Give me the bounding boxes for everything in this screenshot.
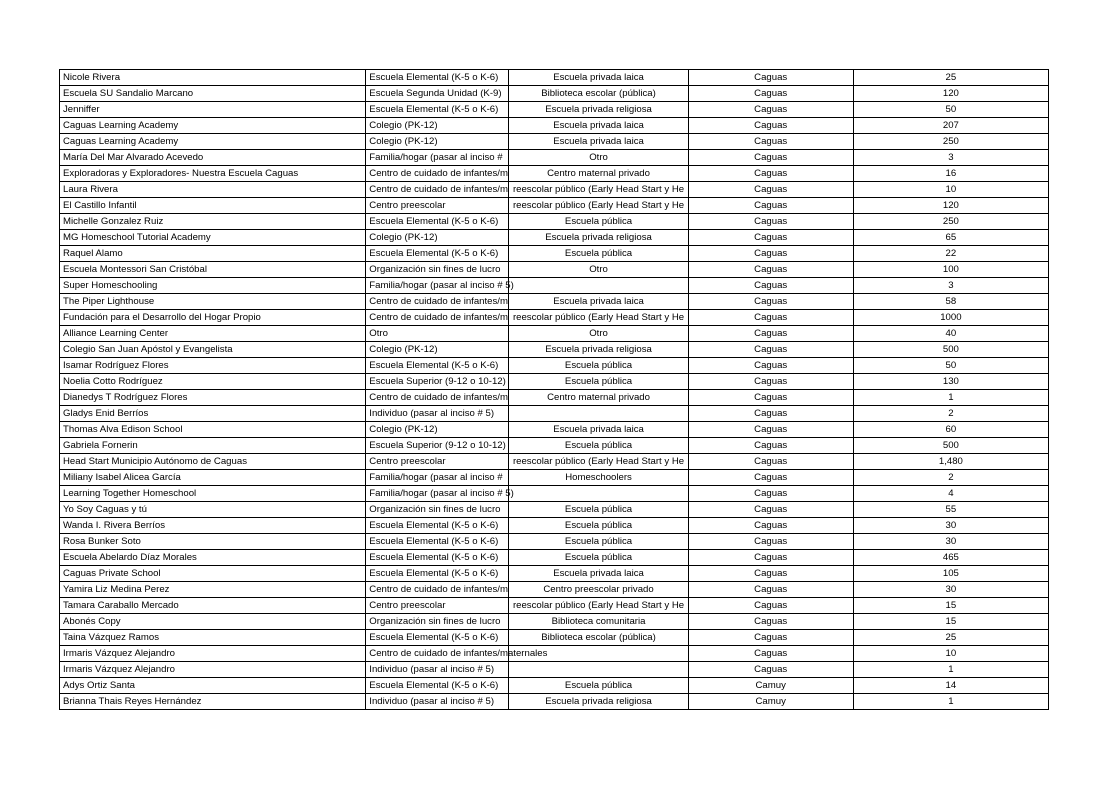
cell-name: Escuela Montessori San Cristóbal	[60, 262, 366, 278]
cell-level: Escuela Elemental (K-5 o K-6)	[366, 102, 509, 118]
cell-level: Centro de cuidado de infantes/m	[366, 166, 509, 182]
cell-type: reescolar público (Early Head Start y He	[509, 454, 688, 470]
cell-level: Escuela Elemental (K-5 o K-6)	[366, 534, 509, 550]
cell-count: 60	[853, 422, 1048, 438]
cell-level: Otro	[366, 326, 509, 342]
table-row	[60, 534, 1049, 550]
cell-name: Tamara Caraballo Mercado	[60, 598, 366, 614]
cell-type: Biblioteca escolar (pública)	[509, 86, 688, 102]
table-row	[60, 678, 1049, 694]
cell-type	[509, 486, 688, 502]
cell-count: 1	[853, 390, 1048, 406]
cell-type: Escuela privada religiosa	[509, 694, 688, 710]
cell-name: Wanda I. Rivera Berríos	[60, 518, 366, 534]
cell-count: 4	[853, 486, 1048, 502]
cell-count: 120	[853, 86, 1048, 102]
cell-city: Camuy	[688, 678, 853, 694]
cell-name: Gabriela Fornerin	[60, 438, 366, 454]
table-row	[60, 598, 1049, 614]
cell-type: Escuela privada religiosa	[509, 342, 688, 358]
cell-name: Isamar Rodríguez Flores	[60, 358, 366, 374]
cell-name: Exploradoras y Exploradores- Nuestra Escuela Caguas	[60, 166, 366, 182]
table-row	[60, 198, 1049, 214]
cell-count: 58	[853, 294, 1048, 310]
cell-count: 30	[853, 518, 1048, 534]
cell-level: Organización sin fines de lucro	[366, 502, 509, 518]
cell-type: Otro	[509, 326, 688, 342]
cell-city: Caguas	[688, 630, 853, 646]
table-row	[60, 406, 1049, 422]
cell-name: Learning Together Homeschool	[60, 486, 366, 502]
cell-city: Caguas	[688, 438, 853, 454]
cell-name: Brianna Thais Reyes Hernández	[60, 694, 366, 710]
cell-name: Adys Ortiz Santa	[60, 678, 366, 694]
cell-level: Individuo (pasar al inciso # 5)	[366, 662, 509, 678]
cell-name: Jenniffer	[60, 102, 366, 118]
cell-count: 30	[853, 534, 1048, 550]
table-row	[60, 294, 1049, 310]
cell-level: Individuo (pasar al inciso # 5)	[366, 694, 509, 710]
cell-city: Camuy	[688, 694, 853, 710]
table-row	[60, 502, 1049, 518]
cell-count: 250	[853, 134, 1048, 150]
cell-name: Head Start Municipio Autónomo de Caguas	[60, 454, 366, 470]
cell-count: 465	[853, 550, 1048, 566]
cell-type: Biblioteca escolar (pública)	[509, 630, 688, 646]
cell-level: Familia/hogar (pasar al inciso #	[366, 150, 509, 166]
cell-type: Escuela privada laica	[509, 118, 688, 134]
cell-type: Escuela pública	[509, 550, 688, 566]
cell-type: Escuela pública	[509, 358, 688, 374]
cell-count: 30	[853, 582, 1048, 598]
cell-level: Escuela Elemental (K-5 o K-6)	[366, 550, 509, 566]
table-row	[60, 470, 1049, 486]
cell-type: Escuela privada laica	[509, 566, 688, 582]
cell-count: 10	[853, 646, 1048, 662]
cell-type: Escuela privada laica	[509, 294, 688, 310]
cell-type: reescolar público (Early Head Start y He	[509, 198, 688, 214]
cell-level: Colegio (PK-12)	[366, 342, 509, 358]
cell-level: Escuela Elemental (K-5 o K-6)	[366, 678, 509, 694]
cell-city: Caguas	[688, 486, 853, 502]
cell-count: 40	[853, 326, 1048, 342]
cell-level: Escuela Elemental (K-5 o K-6)	[366, 566, 509, 582]
cell-city: Caguas	[688, 230, 853, 246]
table-row	[60, 358, 1049, 374]
cell-type: Otro	[509, 150, 688, 166]
cell-count: 16	[853, 166, 1048, 182]
table-row	[60, 326, 1049, 342]
cell-type: Escuela pública	[509, 374, 688, 390]
cell-count: 14	[853, 678, 1048, 694]
cell-level: Centro preescolar	[366, 198, 509, 214]
cell-name: The Piper Lighthouse	[60, 294, 366, 310]
cell-level: Colegio (PK-12)	[366, 422, 509, 438]
table-row	[60, 390, 1049, 406]
cell-level: Familia/hogar (pasar al inciso # 5)	[366, 486, 509, 502]
table-row	[60, 214, 1049, 230]
cell-city: Caguas	[688, 310, 853, 326]
cell-city: Caguas	[688, 262, 853, 278]
cell-level: Colegio (PK-12)	[366, 134, 509, 150]
cell-level: Centro preescolar	[366, 454, 509, 470]
cell-type: Escuela pública	[509, 678, 688, 694]
table-row	[60, 566, 1049, 582]
cell-count: 2	[853, 470, 1048, 486]
cell-type: Centro preescolar privado	[509, 582, 688, 598]
cell-count: 25	[853, 70, 1048, 86]
cell-type	[509, 406, 688, 422]
cell-type: reescolar público (Early Head Start y He	[509, 182, 688, 198]
table-row	[60, 438, 1049, 454]
cell-city: Caguas	[688, 646, 853, 662]
cell-type: Escuela pública	[509, 214, 688, 230]
cell-count: 250	[853, 214, 1048, 230]
cell-name: María Del Mar Alvarado Acevedo	[60, 150, 366, 166]
table-row	[60, 118, 1049, 134]
cell-city: Caguas	[688, 518, 853, 534]
cell-city: Caguas	[688, 294, 853, 310]
cell-count: 2	[853, 406, 1048, 422]
cell-city: Caguas	[688, 182, 853, 198]
table-row	[60, 422, 1049, 438]
cell-count: 55	[853, 502, 1048, 518]
cell-type	[509, 278, 688, 294]
cell-count: 1	[853, 694, 1048, 710]
cell-count: 500	[853, 342, 1048, 358]
cell-level: Individuo (pasar al inciso # 5)	[366, 406, 509, 422]
cell-level: Escuela Elemental (K-5 o K-6)	[366, 630, 509, 646]
cell-type: Escuela privada laica	[509, 134, 688, 150]
cell-type: Escuela privada laica	[509, 422, 688, 438]
cell-type: Escuela pública	[509, 502, 688, 518]
table-row	[60, 102, 1049, 118]
table-row	[60, 246, 1049, 262]
cell-count: 207	[853, 118, 1048, 134]
cell-city: Caguas	[688, 598, 853, 614]
cell-name: Alliance Learning Center	[60, 326, 366, 342]
cell-count: 65	[853, 230, 1048, 246]
table-row	[60, 86, 1049, 102]
table-row	[60, 342, 1049, 358]
cell-count: 22	[853, 246, 1048, 262]
cell-type: Biblioteca comunitaria	[509, 614, 688, 630]
cell-level: Escuela Superior (9-12 o 10-12)	[366, 374, 509, 390]
cell-level: Colegio (PK-12)	[366, 118, 509, 134]
cell-name: Colegio San Juan Apóstol y Evangelista	[60, 342, 366, 358]
cell-name: Caguas Private School	[60, 566, 366, 582]
cell-level: Centro de cuidado de infantes/m	[366, 582, 509, 598]
table-row	[60, 278, 1049, 294]
cell-type: Homeschoolers	[509, 470, 688, 486]
table-row	[60, 454, 1049, 470]
cell-type: Escuela pública	[509, 518, 688, 534]
cell-city: Caguas	[688, 614, 853, 630]
cell-city: Caguas	[688, 102, 853, 118]
cell-name: Dianedys T Rodríguez Flores	[60, 390, 366, 406]
cell-name: Raquel Alamo	[60, 246, 366, 262]
table-row	[60, 694, 1049, 710]
table-row	[60, 310, 1049, 326]
table-row	[60, 230, 1049, 246]
cell-type	[509, 662, 688, 678]
cell-city: Caguas	[688, 246, 853, 262]
cell-type: Otro	[509, 262, 688, 278]
cell-level: Colegio (PK-12)	[366, 230, 509, 246]
cell-city: Caguas	[688, 534, 853, 550]
cell-level: Escuela Superior (9-12 o 10-12)	[366, 438, 509, 454]
cell-city: Caguas	[688, 582, 853, 598]
cell-name: El Castillo Infantil	[60, 198, 366, 214]
cell-level: Familia/hogar (pasar al inciso # 5)	[366, 278, 509, 294]
cell-city: Caguas	[688, 662, 853, 678]
cell-count: 15	[853, 614, 1048, 630]
table-row	[60, 182, 1049, 198]
cell-count: 1000	[853, 310, 1048, 326]
cell-city: Caguas	[688, 422, 853, 438]
cell-level: Centro de cuidado de infantes/m	[366, 182, 509, 198]
cell-city: Caguas	[688, 198, 853, 214]
cell-type: reescolar público (Early Head Start y He	[509, 310, 688, 326]
table-row	[60, 262, 1049, 278]
cell-count: 100	[853, 262, 1048, 278]
cell-count: 500	[853, 438, 1048, 454]
cell-count: 10	[853, 182, 1048, 198]
table-row	[60, 630, 1049, 646]
table-body	[60, 70, 1049, 710]
cell-count: 15	[853, 598, 1048, 614]
cell-count: 50	[853, 358, 1048, 374]
cell-city: Caguas	[688, 118, 853, 134]
table-row	[60, 486, 1049, 502]
cell-type: Escuela privada religiosa	[509, 230, 688, 246]
cell-count: 1,480	[853, 454, 1048, 470]
cell-level: Escuela Elemental (K-5 o K-6)	[366, 70, 509, 86]
cell-name: Escuela SU Sandalio Marcano	[60, 86, 366, 102]
table-row	[60, 614, 1049, 630]
cell-level: Centro preescolar	[366, 598, 509, 614]
table-row	[60, 166, 1049, 182]
cell-name: Caguas Learning Academy	[60, 118, 366, 134]
cell-city: Caguas	[688, 326, 853, 342]
cell-level: Escuela Elemental (K-5 o K-6)	[366, 358, 509, 374]
cell-type: Escuela privada religiosa	[509, 102, 688, 118]
cell-name: Escuela Abelardo Díaz Morales	[60, 550, 366, 566]
table-row	[60, 662, 1049, 678]
cell-city: Caguas	[688, 214, 853, 230]
cell-name: Thomas Alva Edison School	[60, 422, 366, 438]
table-row	[60, 374, 1049, 390]
table-row	[60, 582, 1049, 598]
cell-name: Gladys Enid Berríos	[60, 406, 366, 422]
cell-name: Irmaris Vázquez Alejandro	[60, 646, 366, 662]
cell-city: Caguas	[688, 566, 853, 582]
cell-level: Centro de cuidado de infantes/m	[366, 294, 509, 310]
table-row	[60, 550, 1049, 566]
cell-level: Escuela Elemental (K-5 o K-6)	[366, 246, 509, 262]
cell-city: Caguas	[688, 86, 853, 102]
cell-city: Caguas	[688, 166, 853, 182]
cell-count: 130	[853, 374, 1048, 390]
cell-name: Caguas Learning Academy	[60, 134, 366, 150]
cell-name: Laura Rivera	[60, 182, 366, 198]
table-row	[60, 70, 1049, 86]
cell-count: 50	[853, 102, 1048, 118]
cell-level: Escuela Elemental (K-5 o K-6)	[366, 518, 509, 534]
cell-city: Caguas	[688, 150, 853, 166]
cell-city: Caguas	[688, 70, 853, 86]
cell-count: 1	[853, 662, 1048, 678]
cell-city: Caguas	[688, 342, 853, 358]
cell-level: Escuela Elemental (K-5 o K-6)	[366, 214, 509, 230]
cell-level: Familia/hogar (pasar al inciso #	[366, 470, 509, 486]
cell-city: Caguas	[688, 390, 853, 406]
cell-name: Super Homeschooling	[60, 278, 366, 294]
cell-type: Escuela pública	[509, 534, 688, 550]
cell-city: Caguas	[688, 278, 853, 294]
cell-level: Centro de cuidado de infantes/maternales	[366, 646, 509, 662]
cell-name: Yo Soy Caguas y tú	[60, 502, 366, 518]
cell-type: reescolar público (Early Head Start y He	[509, 598, 688, 614]
cell-name: Nicole Rivera	[60, 70, 366, 86]
cell-count: 120	[853, 198, 1048, 214]
cell-name: Rosa Bunker Soto	[60, 534, 366, 550]
cell-type: Escuela privada laica	[509, 70, 688, 86]
cell-city: Caguas	[688, 358, 853, 374]
cell-type: Escuela pública	[509, 438, 688, 454]
cell-city: Caguas	[688, 502, 853, 518]
table-row	[60, 518, 1049, 534]
cell-level: Centro de cuidado de infantes/m	[366, 310, 509, 326]
cell-level: Organización sin fines de lucro	[366, 614, 509, 630]
cell-name: MG Homeschool Tutorial Academy	[60, 230, 366, 246]
cell-name: Abonés Copy	[60, 614, 366, 630]
cell-name: Fundación para el Desarrollo del Hogar Propio	[60, 310, 366, 326]
cell-level: Organización sin fines de lucro	[366, 262, 509, 278]
cell-level: Escuela Segunda Unidad (K-9)	[366, 86, 509, 102]
cell-type: Escuela pública	[509, 246, 688, 262]
cell-city: Caguas	[688, 454, 853, 470]
cell-level: Centro de cuidado de infantes/m	[366, 390, 509, 406]
data-table	[59, 69, 1049, 710]
cell-count: 3	[853, 278, 1048, 294]
cell-name: Noelia Cotto Rodríguez	[60, 374, 366, 390]
cell-city: Caguas	[688, 470, 853, 486]
cell-count: 3	[853, 150, 1048, 166]
cell-name: Miliany Isabel Alicea García	[60, 470, 366, 486]
table-row	[60, 134, 1049, 150]
cell-city: Caguas	[688, 406, 853, 422]
cell-name: Yamira Liz Medina Perez	[60, 582, 366, 598]
cell-name: Michelle Gonzalez Ruiz	[60, 214, 366, 230]
cell-count: 25	[853, 630, 1048, 646]
cell-count: 105	[853, 566, 1048, 582]
cell-name: Taina Vázquez Ramos	[60, 630, 366, 646]
cell-type: Centro maternal privado	[509, 166, 688, 182]
cell-city: Caguas	[688, 550, 853, 566]
cell-name: Irmaris Vázquez Alejandro	[60, 662, 366, 678]
table-row	[60, 150, 1049, 166]
cell-type: Centro maternal privado	[509, 390, 688, 406]
cell-city: Caguas	[688, 374, 853, 390]
cell-city: Caguas	[688, 134, 853, 150]
table-row	[60, 646, 1049, 662]
